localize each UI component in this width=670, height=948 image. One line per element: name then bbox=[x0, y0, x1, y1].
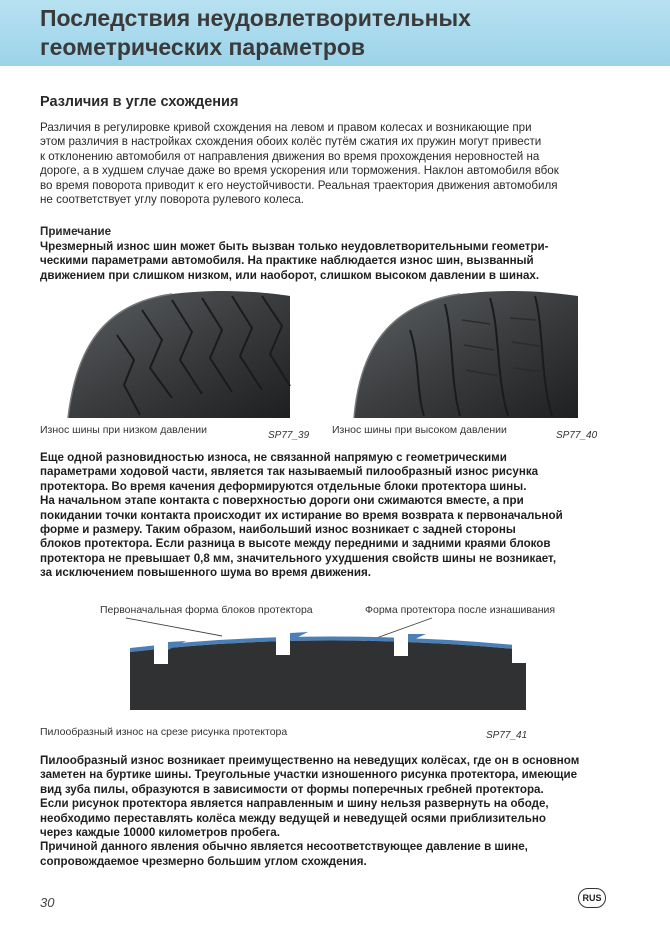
intro-paragraph: Различия в регулировке кривой схождения на левом и правом колесах и возникающие при этом различия в настройках схождения обоих колёс путём сжатия их пружин могут привести к отклонению автомобиля от направления движения во время прохождения неровностей на дороге, а в худшем случае даже во время ускорения или торможения. Наклон автомобиля вбок во время поворота приводит к его неустойчивости. Реальная траектория движения автомобиля не соответствует углу поворота рулевого колеса. bbox=[40, 121, 559, 207]
figure-high-code: SP77_40 bbox=[556, 430, 598, 441]
figure-low-code: SP77_39 bbox=[268, 430, 310, 441]
note-title: Примечание bbox=[40, 225, 112, 238]
final-paragraph: Пилообразный износ возникает преимущественно на неведущих колёсах, где он в основном заметен на буртике шины. Треугольные участки изношенного рисунка протектора, имеющие вид зуба пилы, образуются в зависимости от формы поперечных гребней протектора. Если рисунок протектора является направленным и шину нельзя развернуть на ободе, необходимо переставлять колёса между ведущей и неведущей осями приблизительно через каждые 10000 километров пробега. Причиной данного явления обычно является несоответствующее давление в шине, сопровождаемое чрезмерно большим углом схождения. bbox=[40, 754, 580, 868]
label-original-shape: Первоначальная форма блоков протектора bbox=[100, 604, 313, 616]
sawtooth-caption: Пилообразный износ на срезе рисунка протектора bbox=[40, 726, 288, 738]
label-worn-shape: Форма протектора после изнашивания bbox=[365, 604, 556, 616]
sawtooth-paragraph: Еще одной разновидностью износа, не связанной напрямую с геометрическими параметрами ходовой части, является так называемый пилообразный износ рисунка протектора. Во время качения деформируются отдельные блоки протектора шины. На начальном этапе контакта с поверхностью дороги они сжимаются вместе, а при покидании точки контакта происходит их истирание во время возврата к первоначальной форме и размеру. Таким образом, наибольший износ возникает с задней стороны блоков протектора. Если разница в высоте между передними и задними краями блоков протектора не превышает 0,8 мм, значительного ухудшения свойств шины не возникает, за исключением повышенного шума во время движения. bbox=[40, 451, 563, 580]
page-title: Последствия неудовлетворительных геометрических параметров bbox=[40, 5, 471, 60]
tread-rubber bbox=[130, 640, 526, 710]
tire-low-pressure-wear-image bbox=[62, 290, 294, 420]
sawtooth-code: SP77_41 bbox=[486, 730, 528, 741]
figure-low-caption: Износ шины при низком давлении bbox=[40, 424, 207, 436]
leader-line-original bbox=[126, 618, 222, 636]
note-text: Чрезмерный износ шин может быть вызван только неудовлетворительными геометри- ческими параметрами автомобиля. На практике наблюдается износ шин, вызванный движением при слишком низком, или наоборот, слишком высоком давлении в шинах. bbox=[40, 240, 549, 282]
tire-high-pressure-wear-image bbox=[350, 290, 582, 420]
section-title: Различия в угле схождения bbox=[40, 94, 239, 110]
figure-high-caption: Износ шины при высоком давлении bbox=[332, 424, 507, 436]
sawtooth-tread-diagram bbox=[96, 616, 536, 712]
language-badge: RUS bbox=[578, 888, 606, 908]
page-number: 30 bbox=[40, 895, 55, 910]
